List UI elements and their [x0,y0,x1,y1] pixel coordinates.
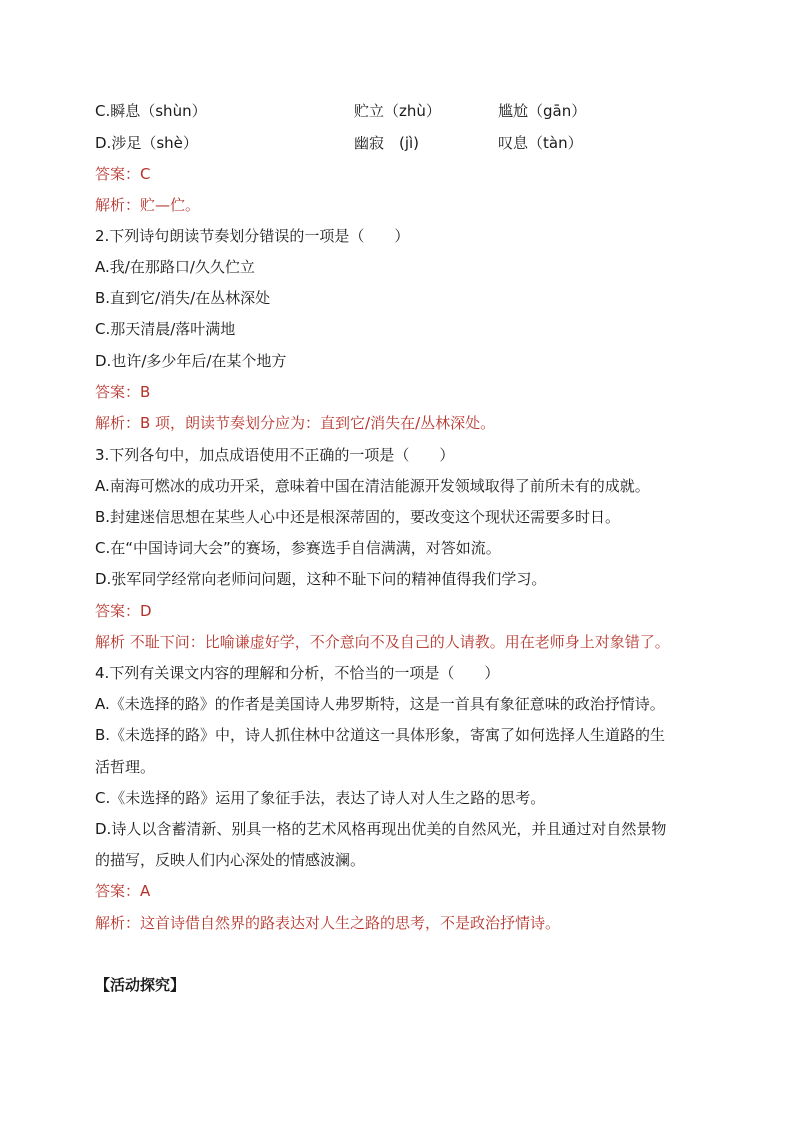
q3-stem: 3.下列各句中，加点成语使用不正确的一项是（ ） [95,446,455,464]
q1-option-c-word-2: 贮立（zhù） [354,102,441,120]
q2-analysis: 解析：B 项，朗读节奏划分应为：直到它/消失在/丛林深处。 [95,414,496,432]
q4-analysis: 解析：这首诗借自然界的路表达对人生之路的思考，不是政治抒情诗。 [95,914,561,932]
q4-option-b-line-2: 活哲理。 [95,758,156,776]
q2-option-c: C.那天清晨/落叶满地 [95,320,236,338]
q4-option-a: A.《未选择的路》的作者是美国诗人弗罗斯特，这是一首具有象征意味的政治抒情诗。 [95,695,665,713]
q3-answer: 答案：D [95,602,152,620]
q1-option-d [95,132,583,154]
q2-stem: 2.下列诗句朗读节奏划分错误的一项是（ ） [95,227,410,245]
q4-option-b-line-1: B.《未选择的路》中，诗人抓住林中岔道这一具体形象，寄寓了如何选择人生道路的生 [95,726,666,744]
q3-option-d: D.张军同学经常向老师问问题，这种不耻下问的精神值得我们学习。 [95,570,547,588]
q1-option-c [95,100,587,122]
q1-option-c-word-3: 尴尬（gān） [498,102,587,120]
q3-option-b: B.封建迷信思想在某些人心中还是根深蒂固的，要改变这个现状还需要多时日。 [95,508,621,526]
q1-option-d-word-1: D.涉足（shè） [95,134,198,152]
q3-option-a: A.南海可燃冰的成功开采，意味着中国在清洁能源开发领域取得了前所未有的成就。 [95,477,650,495]
section-heading: 【活动探究】 [95,976,186,994]
q1-option-d-word-3: 叹息（tàn） [498,134,583,152]
q1-option-d-word-2: 幽寂 (jì) [354,134,420,152]
q1-analysis: 解析：贮—伫。 [95,196,201,214]
q1-answer: 答案：C [95,165,151,183]
q2-option-a: A.我/在那路口/久久伫立 [95,258,255,276]
q3-analysis: 解析 不耻下问：比喻谦虚好学，不介意向不及自己的人请教。用在老师身上对象错了。 [95,633,670,651]
q4-option-d-line-1: D.诗人以含蓄清新、别具一格的艺术风格再现出优美的自然风光，并且通过对自然景物 [95,820,667,838]
q4-option-d-line-2: 的描写，反映人们内心深处的情感波澜。 [95,851,366,869]
q4-option-c: C.《未选择的路》运用了象征手法，表达了诗人对人生之路的思考。 [95,789,546,807]
q4-answer: 答案：A [95,882,151,900]
q1-option-c-word-1: C.瞬息（shùn） [95,102,207,120]
q3-option-c: C.在“中国诗词大会”的赛场，参赛选手自信满满，对答如流。 [95,539,501,557]
q4-stem: 4.下列有关课文内容的理解和分析，不恰当的一项是（ ） [95,664,500,682]
q2-option-b: B.直到它/消失/在丛林深处 [95,289,271,307]
q2-answer: 答案：B [95,383,151,401]
q2-option-d: D.也许/多少年后/在某个地方 [95,352,287,370]
